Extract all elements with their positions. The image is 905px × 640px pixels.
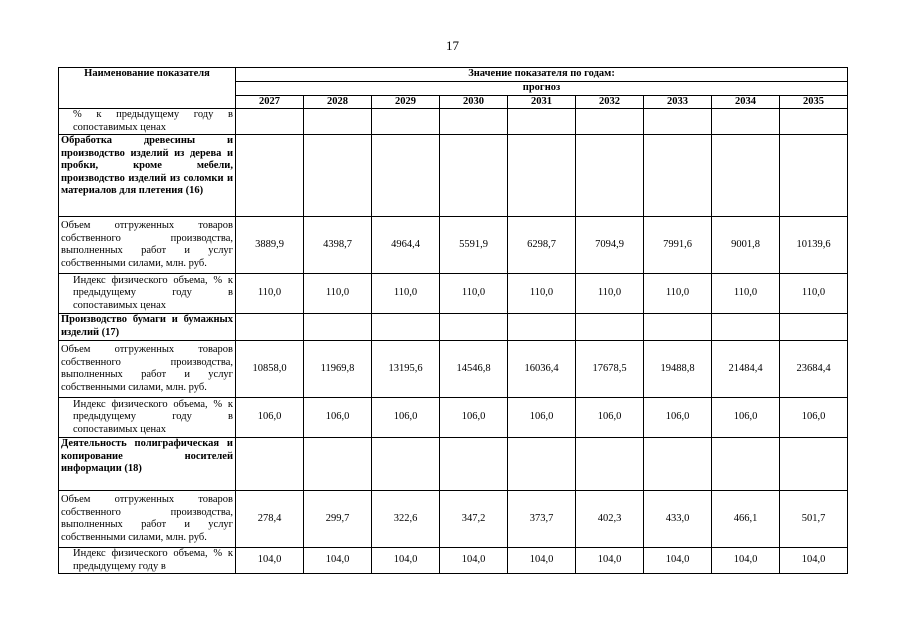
forecast-header: прогноз: [236, 82, 848, 96]
value-cell-2031: 373,7: [508, 491, 576, 548]
value-cell-2030: 5591,9: [440, 217, 508, 274]
table-row: [59, 314, 848, 341]
value-cell-2030: 347,2: [440, 491, 508, 548]
value-cell-2028: 4398,7: [304, 217, 372, 274]
value-cell-2031: [508, 314, 576, 341]
value-cell-2035: 10139,6: [780, 217, 848, 274]
value-cell-2030: 14546,8: [440, 341, 508, 398]
indicator-label: Деятельность полиграфическая и копирование носителей информации (18): [59, 438, 236, 491]
forecast-table: [58, 67, 848, 574]
value-cell-2035: [780, 438, 848, 491]
value-cell-2032: [576, 109, 644, 135]
indicator-column-header: Наименование показателя: [59, 68, 236, 109]
year-header-2030: 2030: [440, 95, 508, 109]
value-cell-2033: 110,0: [644, 274, 712, 314]
value-cell-2030: [440, 109, 508, 135]
value-cell-2032: 17678,5: [576, 341, 644, 398]
table-row: [59, 548, 848, 574]
value-cell-2031: [508, 135, 576, 217]
table-row: [59, 135, 848, 217]
indicator-label: Производство бумаги и бумажных изделий (17): [59, 314, 236, 341]
value-cell-2028: 104,0: [304, 548, 372, 574]
table-row: [59, 341, 848, 398]
value-cell-2034: 106,0: [712, 398, 780, 438]
value-cell-2029: [372, 109, 440, 135]
table-body: [59, 109, 848, 574]
value-cell-2034: 21484,4: [712, 341, 780, 398]
value-cell-2029: 104,0: [372, 548, 440, 574]
value-cell-2031: 104,0: [508, 548, 576, 574]
value-cell-2033: [644, 135, 712, 217]
value-cell-2030: [440, 314, 508, 341]
value-cell-2031: [508, 109, 576, 135]
value-cell-2032: [576, 314, 644, 341]
value-cell-2028: [304, 438, 372, 491]
value-cell-2027: 106,0: [236, 398, 304, 438]
value-cell-2030: [440, 135, 508, 217]
value-cell-2030: 106,0: [440, 398, 508, 438]
value-cell-2027: 10858,0: [236, 341, 304, 398]
value-cell-2033: [644, 109, 712, 135]
year-header-2035: 2035: [780, 95, 848, 109]
value-cell-2035: [780, 314, 848, 341]
value-cell-2034: [712, 135, 780, 217]
value-cell-2034: 466,1: [712, 491, 780, 548]
value-cell-2029: [372, 438, 440, 491]
value-cell-2035: [780, 109, 848, 135]
value-cell-2032: 106,0: [576, 398, 644, 438]
value-cell-2030: [440, 438, 508, 491]
value-cell-2033: 106,0: [644, 398, 712, 438]
indicator-label: Обработка древесины и производство изделий из дерева и пробки, кроме мебели, производство изделий из соломки и материалов для плетения (16): [59, 135, 236, 217]
value-cell-2033: 433,0: [644, 491, 712, 548]
value-cell-2031: 6298,7: [508, 217, 576, 274]
indicator-label: Индекс физического объема, % к предыдущему году в сопоставимых ценах: [59, 274, 236, 314]
value-cell-2035: 104,0: [780, 548, 848, 574]
value-cell-2034: 104,0: [712, 548, 780, 574]
value-cell-2032: 7094,9: [576, 217, 644, 274]
value-cell-2029: 106,0: [372, 398, 440, 438]
value-cell-2033: [644, 438, 712, 491]
value-cell-2029: 4964,4: [372, 217, 440, 274]
value-cell-2033: 7991,6: [644, 217, 712, 274]
value-cell-2034: [712, 109, 780, 135]
value-cell-2035: [780, 135, 848, 217]
year-header-2027: 2027: [236, 95, 304, 109]
value-cell-2032: 104,0: [576, 548, 644, 574]
table-row: [59, 491, 848, 548]
value-cell-2031: [508, 438, 576, 491]
value-cell-2032: 110,0: [576, 274, 644, 314]
value-cell-2034: [712, 438, 780, 491]
value-cell-2029: 322,6: [372, 491, 440, 548]
indicator-label: Объем отгруженных товаров собственного производства, выполненных работ и услуг собственными силами, млн. руб.: [59, 341, 236, 398]
value-cell-2031: 110,0: [508, 274, 576, 314]
indicator-label: Индекс физического объема, % к предыдущему году в сопоставимых ценах: [59, 398, 236, 438]
value-cell-2027: 104,0: [236, 548, 304, 574]
value-cell-2029: 110,0: [372, 274, 440, 314]
year-header-2033: 2033: [644, 95, 712, 109]
value-cell-2029: 13195,6: [372, 341, 440, 398]
value-cell-2028: 11969,8: [304, 341, 372, 398]
table-row: [59, 274, 848, 314]
value-cell-2030: 110,0: [440, 274, 508, 314]
year-header-2028: 2028: [304, 95, 372, 109]
values-column-header: Значение показателя по годам:: [236, 68, 848, 82]
year-header-2029: 2029: [372, 95, 440, 109]
table-row: [59, 109, 848, 135]
indicator-label: Объем отгруженных товаров собственного производства, выполненных работ и услуг собственными силами, млн. руб.: [59, 217, 236, 274]
value-cell-2029: [372, 314, 440, 341]
value-cell-2029: [372, 135, 440, 217]
value-cell-2033: [644, 314, 712, 341]
value-cell-2027: [236, 314, 304, 341]
year-header-2034: 2034: [712, 95, 780, 109]
value-cell-2028: 110,0: [304, 274, 372, 314]
table-row: [59, 398, 848, 438]
table-row: [59, 217, 848, 274]
value-cell-2027: 3889,9: [236, 217, 304, 274]
value-cell-2028: 106,0: [304, 398, 372, 438]
value-cell-2027: [236, 109, 304, 135]
value-cell-2033: 19488,8: [644, 341, 712, 398]
value-cell-2027: 278,4: [236, 491, 304, 548]
value-cell-2032: [576, 135, 644, 217]
value-cell-2035: 501,7: [780, 491, 848, 548]
value-cell-2027: [236, 438, 304, 491]
value-cell-2028: 299,7: [304, 491, 372, 548]
value-cell-2030: 104,0: [440, 548, 508, 574]
value-cell-2028: [304, 135, 372, 217]
value-cell-2028: [304, 109, 372, 135]
value-cell-2031: 16036,4: [508, 341, 576, 398]
indicator-label: Индекс физического объема, % к предыдущему году в: [59, 548, 236, 574]
value-cell-2032: 402,3: [576, 491, 644, 548]
value-cell-2028: [304, 314, 372, 341]
value-cell-2031: 106,0: [508, 398, 576, 438]
value-cell-2034: 9001,8: [712, 217, 780, 274]
value-cell-2035: 23684,4: [780, 341, 848, 398]
value-cell-2035: 110,0: [780, 274, 848, 314]
value-cell-2033: 104,0: [644, 548, 712, 574]
year-header-2031: 2031: [508, 95, 576, 109]
value-cell-2027: 110,0: [236, 274, 304, 314]
value-cell-2027: [236, 135, 304, 217]
value-cell-2035: 106,0: [780, 398, 848, 438]
value-cell-2034: [712, 314, 780, 341]
page-number: 17: [446, 38, 459, 53]
year-header-2032: 2032: [576, 95, 644, 109]
table-row: [59, 438, 848, 491]
value-cell-2034: 110,0: [712, 274, 780, 314]
value-cell-2032: [576, 438, 644, 491]
indicator-label: Объем отгруженных товаров собственного производства, выполненных работ и услуг собственными силами, млн. руб.: [59, 491, 236, 548]
indicator-label: % к предыдущему году в сопоставимых ценах: [59, 109, 236, 135]
